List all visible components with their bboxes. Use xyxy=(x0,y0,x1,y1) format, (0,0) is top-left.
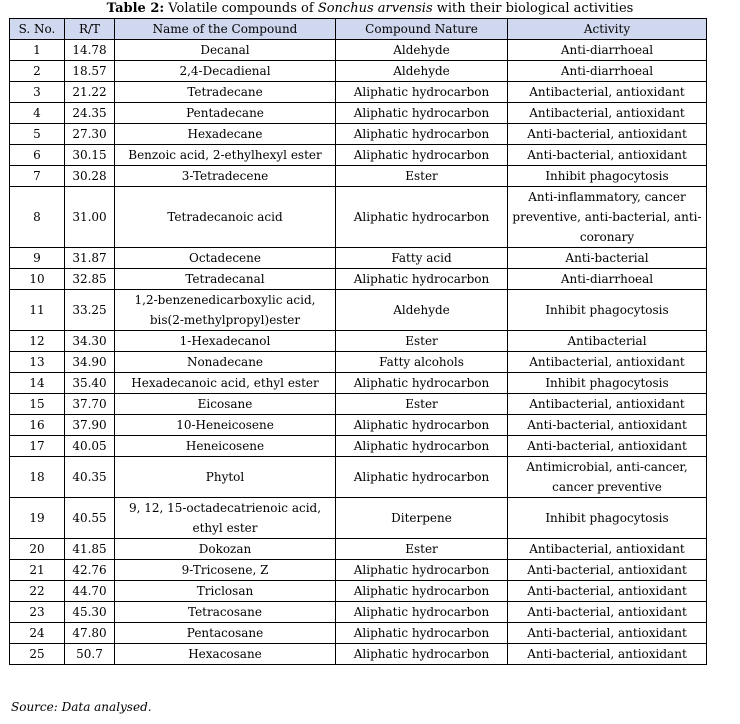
caption-label: Table 2: xyxy=(106,1,165,16)
table-caption xyxy=(0,0,740,18)
cell-serial-number: 14 xyxy=(10,373,65,394)
cell-retention-time: 40.55 xyxy=(65,498,115,539)
cell-retention-time: 34.30 xyxy=(65,331,115,352)
cell-compound-nature: Aliphatic hydrocarbon xyxy=(336,602,508,623)
table-row xyxy=(10,539,707,560)
cell-retention-time: 35.40 xyxy=(65,373,115,394)
cell-retention-time: 47.80 xyxy=(65,623,115,644)
cell-compound-nature: Ester xyxy=(336,539,508,560)
caption-text-post: with their biological activities xyxy=(432,1,634,16)
header-compound-nature: Compound Nature xyxy=(336,19,508,40)
cell-compound-nature: Aliphatic hydrocarbon xyxy=(336,269,508,290)
cell-retention-time: 18.57 xyxy=(65,61,115,82)
cell-compound-nature: Aliphatic hydrocarbon xyxy=(336,623,508,644)
cell-compound-nature: Aliphatic hydrocarbon xyxy=(336,82,508,103)
cell-retention-time: 50.7 xyxy=(65,644,115,665)
cell-serial-number: 22 xyxy=(10,581,65,602)
cell-retention-time: 21.22 xyxy=(65,82,115,103)
table-row xyxy=(10,623,707,644)
cell-compound-name: Nonadecane xyxy=(115,352,336,373)
table-row xyxy=(10,269,707,290)
cell-compound-name: Hexadecanoic acid, ethyl ester xyxy=(115,373,336,394)
table-row xyxy=(10,40,707,61)
cell-activity: Anti-bacterial, antioxidant xyxy=(508,124,707,145)
cell-compound-nature: Aliphatic hydrocarbon xyxy=(336,187,508,248)
cell-compound-nature: Aliphatic hydrocarbon xyxy=(336,145,508,166)
table-body xyxy=(10,40,707,665)
cell-compound-name: 1-Hexadecanol xyxy=(115,331,336,352)
cell-compound-name: Tetradecanal xyxy=(115,269,336,290)
cell-serial-number: 4 xyxy=(10,103,65,124)
cell-compound-nature: Ester xyxy=(336,331,508,352)
table-row xyxy=(10,124,707,145)
cell-serial-number: 20 xyxy=(10,539,65,560)
cell-retention-time: 42.76 xyxy=(65,560,115,581)
cell-compound-nature: Fatty acid xyxy=(336,248,508,269)
cell-retention-time: 41.85 xyxy=(65,539,115,560)
table-row xyxy=(10,352,707,373)
cell-retention-time: 40.05 xyxy=(65,436,115,457)
cell-compound-nature: Aliphatic hydrocarbon xyxy=(336,373,508,394)
table-header-row xyxy=(10,19,707,40)
cell-retention-time: 32.85 xyxy=(65,269,115,290)
cell-activity: Inhibit phagocytosis xyxy=(508,373,707,394)
cell-compound-nature: Aliphatic hydrocarbon xyxy=(336,581,508,602)
cell-serial-number: 5 xyxy=(10,124,65,145)
cell-activity: Anti-bacterial xyxy=(508,248,707,269)
cell-retention-time: 40.35 xyxy=(65,457,115,498)
cell-retention-time: 24.35 xyxy=(65,103,115,124)
cell-serial-number: 24 xyxy=(10,623,65,644)
cell-compound-name: Dokozan xyxy=(115,539,336,560)
cell-compound-nature: Aliphatic hydrocarbon xyxy=(336,644,508,665)
cell-compound-name: Tetracosane xyxy=(115,602,336,623)
cell-retention-time: 44.70 xyxy=(65,581,115,602)
cell-activity: Antibacterial, antioxidant xyxy=(508,394,707,415)
cell-compound-name: Tetradecane xyxy=(115,82,336,103)
cell-serial-number: 3 xyxy=(10,82,65,103)
cell-serial-number: 19 xyxy=(10,498,65,539)
cell-compound-name: Benzoic acid, 2-ethylhexyl ester xyxy=(115,145,336,166)
cell-compound-name: Pentadecane xyxy=(115,103,336,124)
cell-serial-number: 21 xyxy=(10,560,65,581)
cell-serial-number: 23 xyxy=(10,602,65,623)
cell-retention-time: 34.90 xyxy=(65,352,115,373)
table-row xyxy=(10,498,707,539)
header-retention-time: R/T xyxy=(65,19,115,40)
cell-compound-nature: Aldehyde xyxy=(336,290,508,331)
cell-compound-nature: Aliphatic hydrocarbon xyxy=(336,560,508,581)
cell-compound-name: 2,4-Decadienal xyxy=(115,61,336,82)
table-row xyxy=(10,61,707,82)
cell-serial-number: 25 xyxy=(10,644,65,665)
table-row xyxy=(10,248,707,269)
cell-activity: Antibacterial, antioxidant xyxy=(508,82,707,103)
cell-compound-name: Triclosan xyxy=(115,581,336,602)
cell-activity: Anti-bacterial, antioxidant xyxy=(508,602,707,623)
table-row xyxy=(10,166,707,187)
cell-activity: Anti-inflammatory, cancer preventive, anti-bacterial, anti-coronary xyxy=(508,187,707,248)
table-source-note: Source: Data analysed. xyxy=(11,700,152,714)
cell-activity: Anti-bacterial, antioxidant xyxy=(508,145,707,166)
table-row xyxy=(10,415,707,436)
cell-compound-nature: Diterpene xyxy=(336,498,508,539)
header-activity: Activity xyxy=(508,19,707,40)
table-row xyxy=(10,602,707,623)
header-serial-number: S. No. xyxy=(10,19,65,40)
table-row xyxy=(10,187,707,248)
cell-serial-number: 17 xyxy=(10,436,65,457)
cell-serial-number: 7 xyxy=(10,166,65,187)
cell-serial-number: 6 xyxy=(10,145,65,166)
cell-retention-time: 37.70 xyxy=(65,394,115,415)
cell-compound-name: Decanal xyxy=(115,40,336,61)
table-row xyxy=(10,331,707,352)
cell-compound-nature: Aliphatic hydrocarbon xyxy=(336,103,508,124)
cell-compound-name: Tetradecanoic acid xyxy=(115,187,336,248)
cell-activity: Anti-diarrhoeal xyxy=(508,40,707,61)
cell-compound-name: Hexacosane xyxy=(115,644,336,665)
cell-compound-name: Pentacosane xyxy=(115,623,336,644)
table-row xyxy=(10,457,707,498)
cell-activity: Anti-bacterial, antioxidant xyxy=(508,581,707,602)
cell-serial-number: 2 xyxy=(10,61,65,82)
cell-activity: Antibacterial, antioxidant xyxy=(508,539,707,560)
cell-compound-nature: Aliphatic hydrocarbon xyxy=(336,436,508,457)
cell-activity: Inhibit phagocytosis xyxy=(508,290,707,331)
cell-compound-name: 9, 12, 15-octadecatrienoic acid, ethyl ester xyxy=(115,498,336,539)
cell-serial-number: 16 xyxy=(10,415,65,436)
cell-serial-number: 12 xyxy=(10,331,65,352)
caption-text-pre: Volatile compounds of xyxy=(164,1,318,16)
table-row xyxy=(10,290,707,331)
cell-serial-number: 10 xyxy=(10,269,65,290)
cell-compound-nature: Aliphatic hydrocarbon xyxy=(336,457,508,498)
table-row xyxy=(10,560,707,581)
cell-activity: Inhibit phagocytosis xyxy=(508,166,707,187)
caption-species: Sonchus arvensis xyxy=(317,1,433,16)
cell-activity: Antibacterial, antioxidant xyxy=(508,352,707,373)
cell-compound-name: 9-Tricosene, Z xyxy=(115,560,336,581)
cell-activity: Anti-bacterial, antioxidant xyxy=(508,560,707,581)
cell-retention-time: 31.87 xyxy=(65,248,115,269)
cell-compound-name: Eicosane xyxy=(115,394,336,415)
cell-compound-nature: Ester xyxy=(336,166,508,187)
table-row xyxy=(10,82,707,103)
cell-activity: Anti-diarrhoeal xyxy=(508,61,707,82)
cell-compound-name: Hexadecane xyxy=(115,124,336,145)
cell-retention-time: 30.15 xyxy=(65,145,115,166)
cell-retention-time: 33.25 xyxy=(65,290,115,331)
cell-compound-name: 3-Tetradecene xyxy=(115,166,336,187)
cell-compound-nature: Ester xyxy=(336,394,508,415)
cell-activity: Antibacterial xyxy=(508,331,707,352)
cell-activity: Antibacterial, antioxidant xyxy=(508,103,707,124)
cell-activity: Antimicrobial, anti-cancer, cancer preventive xyxy=(508,457,707,498)
cell-compound-name: Octadecene xyxy=(115,248,336,269)
cell-serial-number: 9 xyxy=(10,248,65,269)
table-row xyxy=(10,581,707,602)
compounds-table xyxy=(9,18,707,665)
table-row xyxy=(10,394,707,415)
cell-compound-name: Phytol xyxy=(115,457,336,498)
cell-compound-name: 10-Heneicosene xyxy=(115,415,336,436)
cell-retention-time: 30.28 xyxy=(65,166,115,187)
cell-activity: Anti-bacterial, antioxidant xyxy=(508,415,707,436)
cell-serial-number: 8 xyxy=(10,187,65,248)
table-row xyxy=(10,145,707,166)
header-compound-name: Name of the Compound xyxy=(115,19,336,40)
cell-activity: Anti-diarrhoeal xyxy=(508,269,707,290)
cell-compound-nature: Aliphatic hydrocarbon xyxy=(336,124,508,145)
table-row xyxy=(10,644,707,665)
cell-compound-nature: Aliphatic hydrocarbon xyxy=(336,415,508,436)
cell-compound-nature: Fatty alcohols xyxy=(336,352,508,373)
cell-compound-name: Heneicosene xyxy=(115,436,336,457)
table-row xyxy=(10,436,707,457)
cell-serial-number: 15 xyxy=(10,394,65,415)
cell-serial-number: 11 xyxy=(10,290,65,331)
cell-serial-number: 1 xyxy=(10,40,65,61)
cell-retention-time: 37.90 xyxy=(65,415,115,436)
cell-retention-time: 31.00 xyxy=(65,187,115,248)
cell-serial-number: 18 xyxy=(10,457,65,498)
cell-retention-time: 27.30 xyxy=(65,124,115,145)
cell-activity: Inhibit phagocytosis xyxy=(508,498,707,539)
table-row xyxy=(10,103,707,124)
cell-activity: Anti-bacterial, antioxidant xyxy=(508,436,707,457)
cell-retention-time: 14.78 xyxy=(65,40,115,61)
cell-compound-nature: Aldehyde xyxy=(336,40,508,61)
cell-serial-number: 13 xyxy=(10,352,65,373)
cell-retention-time: 45.30 xyxy=(65,602,115,623)
cell-compound-name: 1,2-benzenedicarboxylic acid, bis(2-methylpropyl)ester xyxy=(115,290,336,331)
cell-activity: Anti-bacterial, antioxidant xyxy=(508,623,707,644)
cell-activity: Anti-bacterial, antioxidant xyxy=(508,644,707,665)
cell-compound-nature: Aldehyde xyxy=(336,61,508,82)
table-row xyxy=(10,373,707,394)
